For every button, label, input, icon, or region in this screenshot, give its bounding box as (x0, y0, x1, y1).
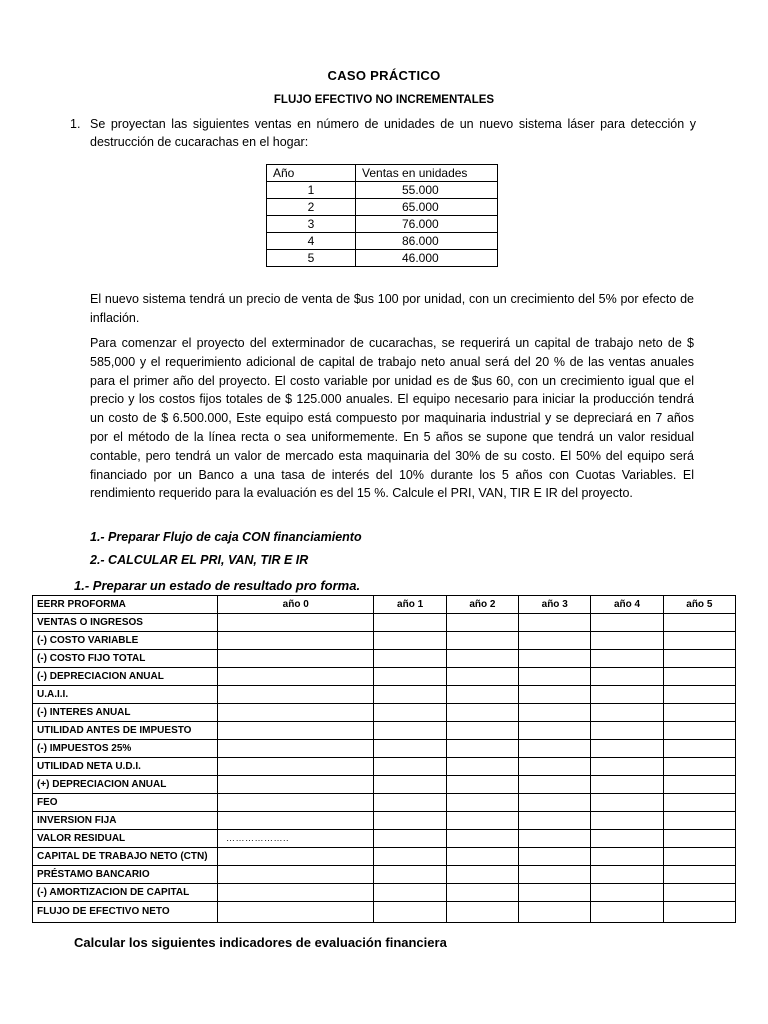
eerr-cell[interactable] (446, 848, 518, 866)
eerr-cell[interactable] (663, 740, 735, 758)
eerr-cell[interactable] (218, 884, 374, 902)
eerr-row (33, 740, 736, 758)
eerr-cell[interactable] (519, 632, 591, 650)
eerr-cell[interactable] (591, 758, 663, 776)
eerr-cell[interactable] (446, 830, 518, 848)
eerr-cell[interactable] (446, 866, 518, 884)
eerr-cell[interactable] (519, 794, 591, 812)
eerr-row (33, 884, 736, 902)
eerr-cell[interactable] (218, 776, 374, 794)
eerr-proforma-table (32, 595, 736, 923)
eerr-cell[interactable] (374, 776, 446, 794)
eerr-cell[interactable] (374, 902, 446, 923)
eerr-cell[interactable] (218, 704, 374, 722)
eerr-cell[interactable] (663, 704, 735, 722)
sales-table-header (267, 165, 498, 182)
eerr-cell[interactable] (446, 704, 518, 722)
eerr-row (33, 632, 736, 650)
eerr-row-label: FLUJO DE EFECTIVO NETO (33, 902, 218, 923)
eerr-cell[interactable] (519, 668, 591, 686)
sales-year: 1 (267, 182, 356, 199)
footer-instruction: Calcular los siguientes indicadores de evaluación financiera (74, 935, 447, 950)
eerr-header-row (33, 596, 736, 614)
valor-residual-placeholder: ……………….. (226, 833, 290, 843)
eerr-cell[interactable] (591, 722, 663, 740)
eerr-row-label: VALOR RESIDUAL (33, 830, 218, 848)
eerr-cell[interactable] (591, 686, 663, 704)
project-paragraph: Para comenzar el proyecto del exterminador de cucarachas, se requerirá un capital de trabajo neto de $ 585,000 y el requerimiento adicional de capital de trabajo neto anual será del 20 % de las ventas anuales para el primer año del proyecto. El costo variable por unidad es de $us 60, con un crecimiento igual que el precio y los costos fijos totales de $ 125.000 anuales. El equipo necesario para iniciar la producción tendrá un costo de $ 6.500.000, Este equipo está compuesto por maquinaria industrial y se depreciará en 7 años por el método de la línea recta o sea uniformemente. En 5 años se supone que tendrá un valor residual contable, pero tendrá un valor de mercado esta maquinaria del 30% de su costo. El 50% del equipo será financiado por un Banco a una tasa de interés del 10% durante los 5 años con Cuotas Variables. El rendimiento requerido para la evaluación es del 15 %. Calcule el PRI, VAN, TIR E IR del proyecto. (90, 336, 694, 501)
eerr-cell[interactable] (446, 740, 518, 758)
eerr-cell[interactable] (591, 830, 663, 848)
sales-year: 4 (267, 233, 356, 250)
eerr-cell[interactable] (218, 650, 374, 668)
eerr-cell[interactable] (663, 794, 735, 812)
eerr-cell[interactable] (446, 614, 518, 632)
sales-units: 46.000 (356, 250, 498, 267)
year-header: año 5 (663, 596, 735, 614)
eerr-row (33, 668, 736, 686)
eerr-cell[interactable] (218, 830, 374, 848)
eerr-cell[interactable] (218, 740, 374, 758)
eerr-cell[interactable] (446, 884, 518, 902)
document-title: CASO PRÁCTICO (327, 68, 441, 83)
year-header: año 1 (374, 596, 446, 614)
eerr-cell[interactable] (218, 794, 374, 812)
eerr-cell[interactable] (591, 812, 663, 830)
eerr-cell[interactable] (591, 614, 663, 632)
sales-row (267, 250, 498, 267)
eerr-cell[interactable] (519, 686, 591, 704)
year-header: año 3 (519, 596, 591, 614)
eerr-cell[interactable] (374, 830, 446, 848)
eerr-cell[interactable] (218, 668, 374, 686)
eerr-row (33, 902, 736, 923)
eerr-cell[interactable] (519, 830, 591, 848)
eerr-cell[interactable] (374, 794, 446, 812)
eerr-cell[interactable] (663, 866, 735, 884)
sales-row (267, 199, 498, 216)
eerr-row-label: (-) COSTO FIJO TOTAL (33, 650, 218, 668)
eerr-cell[interactable] (218, 614, 374, 632)
eerr-cell[interactable] (374, 650, 446, 668)
eerr-cell[interactable] (663, 884, 735, 902)
eerr-row (33, 704, 736, 722)
eerr-row (33, 830, 736, 848)
question-number: 1. (70, 117, 81, 131)
eerr-cell[interactable] (663, 812, 735, 830)
eerr-cell[interactable] (519, 722, 591, 740)
eerr-cell[interactable] (663, 650, 735, 668)
eerr-cell[interactable] (519, 902, 591, 923)
eerr-cell[interactable] (663, 668, 735, 686)
eerr-cell[interactable] (663, 848, 735, 866)
eerr-row-label: CAPITAL DE TRABAJO NETO (CTN) (33, 848, 218, 866)
year-header: año 2 (446, 596, 518, 614)
eerr-cell[interactable] (446, 722, 518, 740)
eerr-row-label: UTILIDAD ANTES DE IMPUESTO (33, 722, 218, 740)
eerr-cell[interactable] (591, 884, 663, 902)
eerr-cell[interactable] (218, 632, 374, 650)
eerr-cell[interactable] (374, 740, 446, 758)
document-subtitle: FLUJO EFECTIVO NO INCREMENTALES (273, 94, 495, 106)
eerr-cell[interactable] (591, 848, 663, 866)
eerr-cell[interactable] (218, 686, 374, 704)
eerr-cell[interactable] (591, 704, 663, 722)
eerr-cell[interactable] (663, 776, 735, 794)
eerr-cell[interactable] (591, 668, 663, 686)
sales-units: 55.000 (356, 182, 498, 199)
eerr-row-label: FEO (33, 794, 218, 812)
eerr-row-label: (-) DEPRECIACION ANUAL (33, 668, 218, 686)
eerr-cell[interactable] (519, 812, 591, 830)
eerr-cell[interactable] (519, 650, 591, 668)
eerr-cell[interactable] (374, 668, 446, 686)
sales-units: 86.000 (356, 233, 498, 250)
eerr-cell[interactable] (663, 614, 735, 632)
eerr-cell[interactable] (374, 758, 446, 776)
sales-row (267, 233, 498, 250)
eerr-cell[interactable] (591, 794, 663, 812)
price-paragraph: El nuevo sistema tendrá un precio de venta de $us 100 por unidad, con un crecimiento del 5% por efecto de inflación. (90, 292, 694, 325)
eerr-row (33, 866, 736, 884)
eerr-cell[interactable] (374, 686, 446, 704)
eerr-cell[interactable] (446, 650, 518, 668)
sales-table (266, 164, 498, 267)
header-year: Año (267, 165, 356, 182)
eerr-row-label: U.A.I.I. (33, 686, 218, 704)
eerr-cell[interactable] (374, 632, 446, 650)
eerr-cell[interactable] (374, 812, 446, 830)
eerr-cell[interactable] (446, 668, 518, 686)
eerr-cell[interactable] (218, 902, 374, 923)
eerr-cell[interactable] (218, 812, 374, 830)
eerr-cell[interactable] (519, 740, 591, 758)
eerr-cell[interactable] (446, 794, 518, 812)
sales-row (267, 216, 498, 233)
eerr-cell[interactable] (446, 902, 518, 923)
eerr-row (33, 776, 736, 794)
eerr-row-label: (-) COSTO VARIABLE (33, 632, 218, 650)
eerr-row (33, 686, 736, 704)
header-units: Ventas en unidades (356, 165, 498, 182)
eerr-cell[interactable] (663, 902, 735, 923)
eerr-cell[interactable] (663, 830, 735, 848)
eerr-row-label: (-) IMPUESTOS 25% (33, 740, 218, 758)
eerr-cell[interactable] (446, 776, 518, 794)
eerr-row-label: (-) AMORTIZACION DE CAPITAL (33, 884, 218, 902)
year-header: año 0 (218, 596, 374, 614)
eerr-cell[interactable] (446, 812, 518, 830)
eerr-cell[interactable] (663, 722, 735, 740)
sales-row (267, 182, 498, 199)
eerr-row (33, 848, 736, 866)
eerr-row-label: INVERSION FIJA (33, 812, 218, 830)
eerr-cell[interactable] (591, 740, 663, 758)
eerr-cell[interactable] (663, 632, 735, 650)
eerr-cell[interactable] (446, 686, 518, 704)
eerr-row (33, 614, 736, 632)
eerr-cell[interactable] (218, 866, 374, 884)
eerr-cell[interactable] (663, 686, 735, 704)
eerr-cell[interactable] (591, 776, 663, 794)
sales-year: 3 (267, 216, 356, 233)
eerr-cell[interactable] (218, 722, 374, 740)
eerr-cell[interactable] (519, 866, 591, 884)
eerr-row-label: (-) INTERES ANUAL (33, 704, 218, 722)
year-header: año 4 (591, 596, 663, 614)
eerr-body (33, 614, 736, 923)
sales-year: 5 (267, 250, 356, 267)
eerr-cell[interactable] (374, 614, 446, 632)
eerr-row (33, 722, 736, 740)
question-1 (70, 115, 696, 151)
eerr-cell[interactable] (446, 632, 518, 650)
eerr-row-label: PRÉSTAMO BANCARIO (33, 866, 218, 884)
eerr-cell[interactable] (374, 704, 446, 722)
eerr-row-label: VENTAS O INGRESOS (33, 614, 218, 632)
eerr-cell[interactable] (446, 758, 518, 776)
eerr-cell[interactable] (591, 650, 663, 668)
eerr-cell[interactable] (519, 776, 591, 794)
eerr-row (33, 758, 736, 776)
eerr-row-label: UTILIDAD NETA U.D.I. (33, 758, 218, 776)
eerr-cell[interactable] (218, 758, 374, 776)
eerr-cell[interactable] (374, 722, 446, 740)
eerr-cell[interactable] (519, 704, 591, 722)
sales-year: 2 (267, 199, 356, 216)
eerr-row (33, 812, 736, 830)
task-1: 1.- Preparar Flujo de caja CON financiamiento (90, 530, 362, 544)
eerr-row (33, 794, 736, 812)
eerr-cell[interactable] (591, 902, 663, 923)
eerr-row-label: (+) DEPRECIACION ANUAL (33, 776, 218, 794)
sales-units: 76.000 (356, 216, 498, 233)
section-title: 1.- Preparar un estado de resultado pro forma. (74, 578, 361, 593)
task-2: 2.- CALCULAR EL PRI, VAN, TIR E IR (90, 553, 309, 567)
eerr-corner: EERR PROFORMA (33, 596, 218, 614)
eerr-cell[interactable] (374, 884, 446, 902)
eerr-row (33, 650, 736, 668)
eerr-cell[interactable] (218, 848, 374, 866)
eerr-cell[interactable] (519, 758, 591, 776)
sales-units: 65.000 (356, 199, 498, 216)
eerr-cell[interactable] (519, 848, 591, 866)
eerr-cell[interactable] (374, 848, 446, 866)
eerr-cell[interactable] (519, 614, 591, 632)
eerr-cell[interactable] (519, 884, 591, 902)
eerr-cell[interactable] (591, 632, 663, 650)
eerr-cell[interactable] (374, 866, 446, 884)
eerr-cell[interactable] (591, 866, 663, 884)
question-text: Se proyectan las siguientes ventas en número de unidades de un nuevo sistema láser para detección y destrucción de cucarachas en el hogar: (90, 117, 696, 149)
eerr-cell[interactable] (663, 758, 735, 776)
